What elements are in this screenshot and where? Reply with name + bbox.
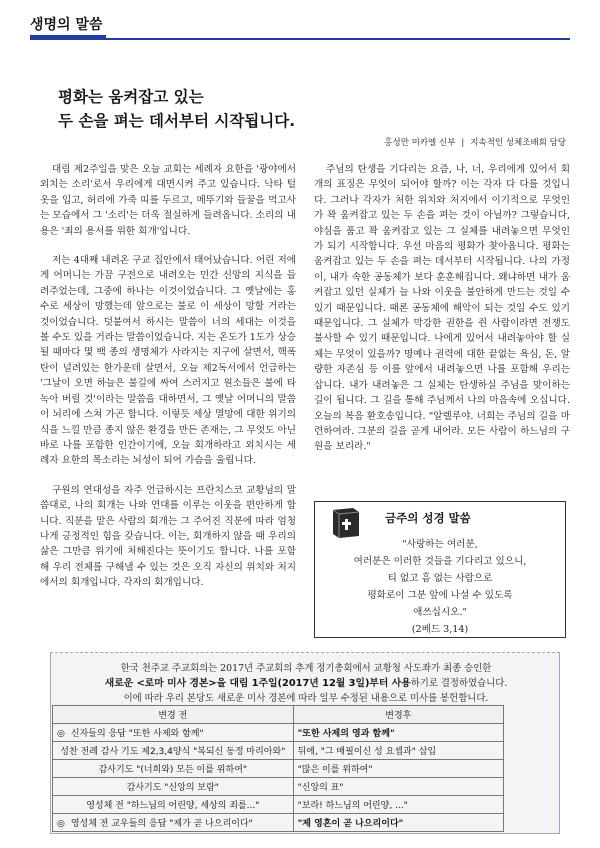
after-cell: "또한 사제의 영과 함께"	[293, 724, 503, 742]
bullet-icon: ◎	[57, 819, 65, 829]
before-text: 신자들의 응답 "또한 사제와 함께"	[70, 729, 204, 739]
paragraph: 구원의 연대성을 자주 언급하시는 프란치스코 교황님의 말씀대로, 나의 회개는 나와 연대를 이루는 이웃을 편안하게 합니다. 직분을 맡은 사람의 회개는 그 주어진 직분에 따라 엄청나게 긍정적인 힘을 갖습니다. 이는, 회개하지 않을 때 우리의 삶은 그만큼 위기에 처해진다는 뜻이기도 합니다. 나를 포함해 우리 전체를 구해낼 수 있는 것은 오직 자신의 위치와 처지에서의 회개입니다. 각자의 회개입니다.	[40, 484, 296, 589]
before-text: 영성체 전 교우들의 응답 "제가 곧 나으리이다"	[70, 819, 253, 829]
notice-line-3: 이에 따라 우리 본당도 새로운 미사 경본에 따라 일부 수정된 내용으로 미사를 봉헌합니다.	[123, 693, 489, 704]
right-column	[314, 162, 570, 469]
headline-line-2: 두 손을 펴는 데서부터 시작됩니다.	[58, 112, 296, 130]
after-cell: 뒤에, "그 배필이신 성 요셉과" 삽입	[293, 742, 503, 760]
author-byline	[384, 136, 566, 148]
after-cell: "제 영혼이 곧 나으리이다"	[293, 814, 503, 832]
verse-reference: (2베드 3,14)	[411, 624, 469, 635]
after-cell: "보라! 하느님의 어린양, ..."	[293, 796, 503, 814]
notice-line-2-bold: 새로운 <로마 미사 경본>을 대림 1주일(2017년 12월 3일)부터 사용	[104, 678, 411, 689]
notice-text	[61, 661, 551, 706]
notice-line-1: 한국 천주교 주교회의는 2017년 주교회의 추계 정기총회에서 교황청 사도좌가 최종 승인한	[120, 663, 492, 674]
bullet-icon: ◎	[57, 729, 65, 739]
after-cell: "신앙의 표"	[293, 778, 503, 796]
paragraph: 주님의 탄생을 기다리는 요즘, 나, 너, 우리에게 있어서 회개의 표징은 무엇이 되어야 할까? 이는 각자 다 다를 것입니다. 그러나 각자가 처한 위치와 처지에서 이기적으로 무엇인가 꽉 움켜잡고 있는 두 손을 펴는 것이 아닐까? 그렇습니다, 야심을 품고 꽉 움켜잡고 있는 그 실체를 내려놓으면 무엇인가 되기 시작합니다. 우선 마음의 평화가 찾아옵니다. 평화는 움켜잡고 있는 두 손을 펴는 데서부터 시작됩니다. 나의 가정이, 내가 속한 공동체가 보다 훈훈해집니다. 왜냐하면 내가 움켜잡고 있던 실체가 늘 나와 이웃을 불안하게 만드는 것일 수 있기 때문입니다. 때론 공동체에 해악이 되는 것일 수도 있기 때문입니다. 그 실체가 막강한 권한을 쥔 사람이라면 전쟁도 불사할 수 있기 때문입니다. 나에게 있어서 내려놓아야 할 실체는 무엇이 있을까? 명예나 권력에 대한 끝없는 욕심, 돈, 알량한 자존심 등 이를 앞에서 내려놓으면 나를 포함해 우리는 삽니다. 내가 내려놓은 그 실체는 탄생하실 주님을 맞이하는 길이 됩니다. 그 길을 통해 주님께서 나의 마음속에 오십니다. 오늘의 복음 환호송입니다. "알렐루야. 너희는 주님의 길을 마련하여라. 그분의 길을 곧게 내어라. 모든 사람이 하느님의 구원을 보리라."	[314, 164, 570, 453]
table-row	[53, 724, 504, 742]
left-column	[40, 162, 296, 605]
table-row	[53, 778, 504, 796]
before-cell: 감사기도 "(너희와) 모든 이를 위하여"	[53, 760, 294, 778]
before-cell: 영성체 전 "하느님의 어린양, 세상의 죄를..."	[53, 796, 294, 814]
after-cell: "많은 이를 위하여"	[293, 760, 503, 778]
changes-table	[52, 705, 504, 832]
header-before: 변경 전	[53, 706, 294, 724]
before-cell: 성찬 전례 감사 기도 제2,3,4양식 "복되신 동정 마리아와"	[53, 742, 294, 760]
author-role: 지속적인 성체조배회 담당	[470, 138, 566, 148]
table-row	[53, 796, 504, 814]
paragraph: 대림 제2주일을 맞은 오늘 교회는 세례자 요한을 '광야에서 외치는 소리'로서 우리에게 대면시켜 주고 있습니다. 낙타 털 옷을 입고, 허리에 가죽 띠를 두르고, 메뚜기와 들꿀을 먹고사는 모습에서 그 '소리'는 더욱 절실하게 들려옵니다. 소리의 내용은 '죄의 용서를 위한 회개'입니다.	[40, 164, 296, 237]
notice-line-2-rest: 하기로 결정하였습니다.	[410, 678, 508, 689]
scripture-box-title: 금주의 성경 말씀	[385, 511, 471, 525]
notice-line-2	[61, 676, 551, 691]
header-rule	[30, 38, 570, 40]
verse-line: "사랑하는 여러분,	[402, 539, 478, 550]
table-row	[53, 760, 504, 778]
table-row	[53, 814, 504, 832]
header-after: 변경후	[293, 706, 503, 724]
table-header-row	[53, 706, 504, 724]
verse-line: 평화로이 그분 앞에 나설 수 있도록	[367, 590, 513, 601]
verse-line: 티 없고 흠 없는 사람으로	[387, 573, 493, 584]
verse-line: 애쓰십시오."	[413, 607, 467, 618]
author-separator: |	[461, 138, 465, 148]
verse-line: 여러분은 이러한 것들을 기다리고 있으니,	[353, 556, 527, 567]
bible-icon	[327, 506, 365, 540]
before-cell: 감사기도 "신앙의 보람"	[53, 778, 294, 796]
scripture-verse	[315, 536, 565, 638]
author-name: 홍성만 미카엘 신부	[384, 138, 456, 148]
headline-line-1: 평화는 움켜잡고 있는	[58, 88, 204, 106]
scripture-box	[314, 501, 566, 638]
table-row	[53, 742, 504, 760]
section-title: 생명의 말씀	[30, 17, 103, 33]
before-cell	[53, 724, 294, 742]
before-cell	[53, 814, 294, 832]
article-headline	[58, 85, 295, 133]
paragraph: 저는 4대째 내려온 구교 집안에서 태어났습니다. 어린 저에게 어머니는 가끔 구전으로 내려오는 민간 신앙의 지식을 들려주었는데, 그중에 하나는 이것이었습니다. 그 옛날에는 홍수로 세상이 망했는데 앞으로는 불로 이 세상이 망할 거라는 것이었습니다. 덧붙여서 하시는 말씀이 너의 세대는 이것을 볼 수도 있을 거라는 말씀이었습니다. 지는 온도가 1도가 상승될 때마다 몇 백 종의 생명체가 사라지는 지구에 살면서, 핵폭탄이 널려있는 한가운데 살면서, 오늘 제2독서에서 언급하는 '그날이 오면 하늘은 불길에 싸여 스러지고 원소들은 불에 타 녹아 버릴 것'이라는 말씀을 대하면서, 그 옛날 어머니의 말씀이 뇌리에 스쳐 가곤 합니다. 이렇듯 세상 멸망에 대한 위기의식을 느낄 만큼 종지 않은 환경을 만든 존재는, 그 무엇도 아닌 바로 나를 포함한 인간이기에, 오늘 회개하라고 외치시는 세례자 요한의 목소리는 뇌성이 되어 가슴을 울립니다.	[40, 255, 296, 467]
